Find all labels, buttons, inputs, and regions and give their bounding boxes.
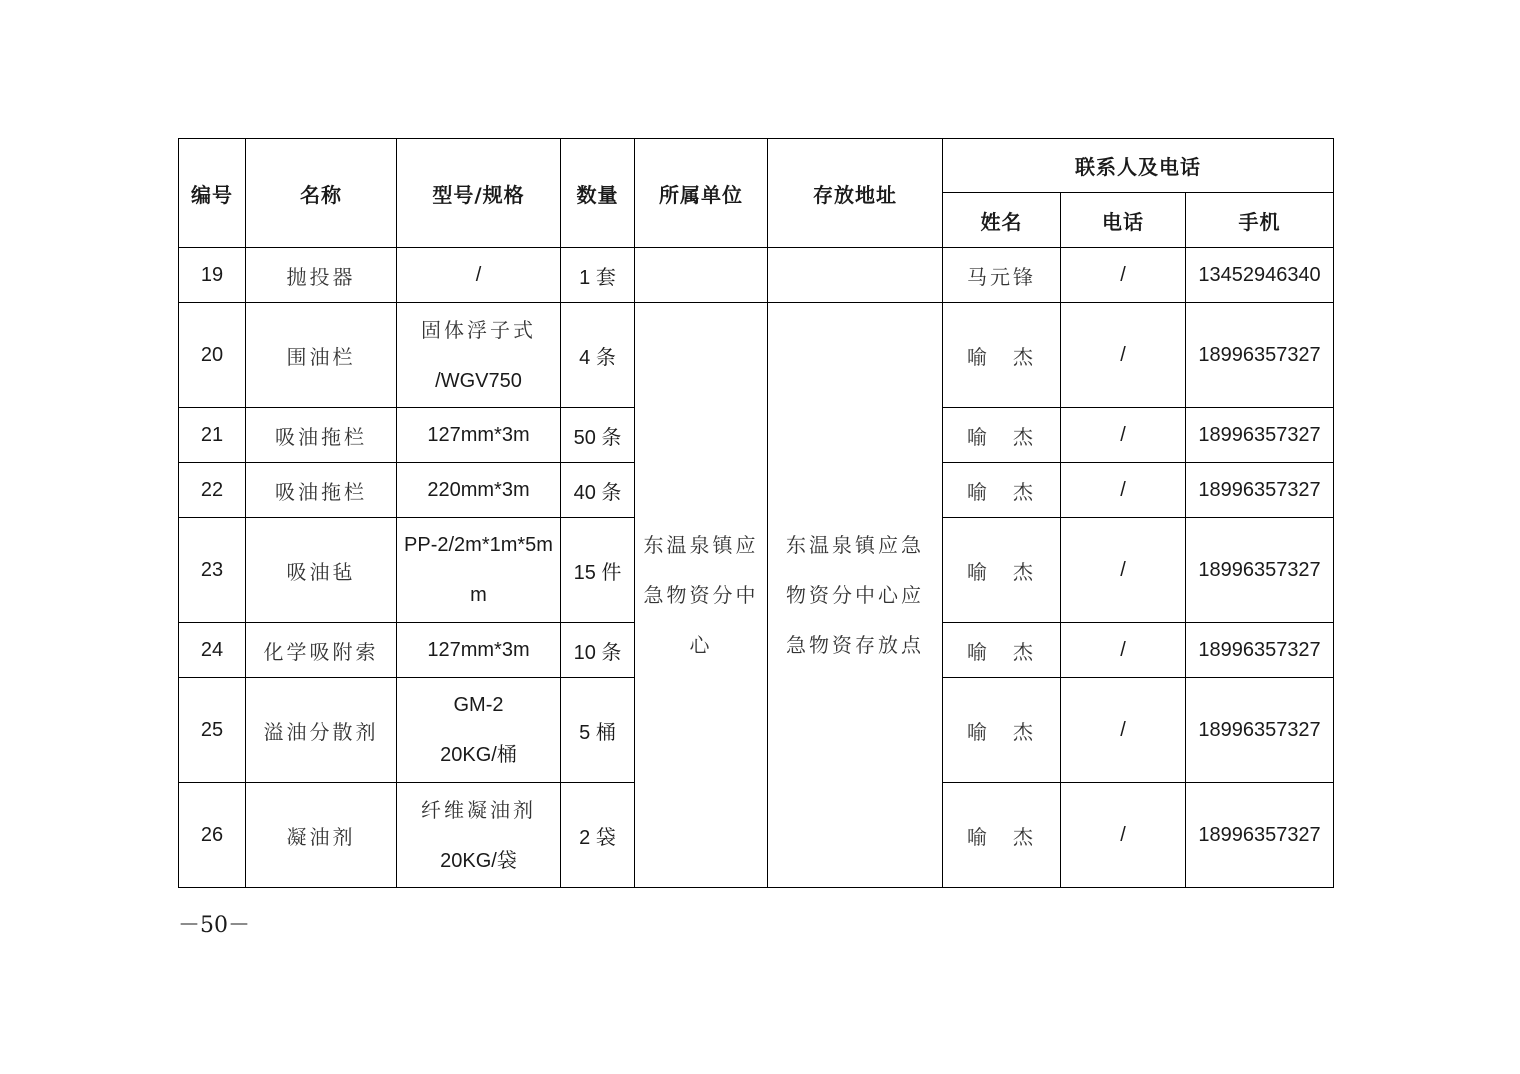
cell-phone: / [1061, 783, 1186, 888]
cell-phone: / [1061, 248, 1186, 303]
cell-mobile: 18996357327 [1186, 783, 1334, 888]
spec-line: GM-2 [453, 694, 504, 716]
cell-id: 24 [179, 623, 246, 678]
cell-mobile: 18996357327 [1186, 623, 1334, 678]
cell-qty: 4 条 [561, 303, 635, 408]
cell-spec [397, 783, 561, 888]
cell-contact: 喻 杰 [943, 623, 1061, 678]
header-contact-group: 联系人及电话 [943, 139, 1334, 193]
cell-phone: / [1061, 678, 1186, 783]
unit-text: 东温泉镇应急物资分中心 [643, 533, 759, 657]
spec-line: 127mm*3m [427, 639, 530, 661]
cell-name: 围油栏 [246, 303, 397, 408]
spec-line: 20KG/桶 [440, 744, 517, 766]
table-row [179, 303, 1334, 408]
cell-name: 凝油剂 [246, 783, 397, 888]
cell-phone: / [1061, 408, 1186, 463]
spec-line: 127mm*3m [427, 424, 530, 446]
cell-location-empty [768, 248, 943, 303]
spec-line: 20KG/袋 [440, 849, 517, 872]
cell-spec [397, 248, 561, 303]
cell-contact: 喻 杰 [943, 303, 1061, 408]
spec-line: /WGV750 [435, 369, 522, 392]
header-location: 存放地址 [768, 139, 943, 248]
cell-name: 溢油分散剂 [246, 678, 397, 783]
cell-contact: 喻 杰 [943, 783, 1061, 888]
cell-contact: 喻 杰 [943, 408, 1061, 463]
cell-spec [397, 623, 561, 678]
equipment-table-container [178, 138, 1334, 888]
cell-name: 抛投器 [246, 248, 397, 303]
cell-name: 吸油毡 [246, 518, 397, 623]
cell-mobile: 18996357327 [1186, 518, 1334, 623]
spec-line: 纤维凝油剂 [421, 797, 536, 822]
header-contact-name: 姓名 [943, 193, 1061, 248]
cell-id: 22 [179, 463, 246, 518]
header-phone: 电话 [1061, 193, 1186, 248]
table-row [179, 248, 1334, 303]
cell-location-merged [768, 303, 943, 888]
cell-id: 23 [179, 518, 246, 623]
cell-contact: 喻 杰 [943, 518, 1061, 623]
cell-phone: / [1061, 518, 1186, 623]
cell-mobile: 18996357327 [1186, 408, 1334, 463]
cell-name: 吸油拖栏 [246, 408, 397, 463]
cell-id: 21 [179, 408, 246, 463]
header-name: 名称 [246, 139, 397, 248]
header-qty: 数量 [561, 139, 635, 248]
spec-line: 220mm*3m [427, 479, 530, 501]
emergency-supplies-table [178, 138, 1334, 888]
spec-line: / [475, 264, 482, 286]
cell-spec [397, 463, 561, 518]
cell-id: 26 [179, 783, 246, 888]
cell-mobile: 18996357327 [1186, 463, 1334, 518]
spec-line: PP-2/2m*1m*5m [404, 534, 553, 556]
cell-name: 吸油拖栏 [246, 463, 397, 518]
spec-line: m [470, 584, 487, 606]
cell-qty: 50 条 [561, 408, 635, 463]
page-number: －50－ [178, 913, 250, 938]
spec-line: 固体浮子式 [421, 317, 536, 342]
cell-contact: 喻 杰 [943, 463, 1061, 518]
cell-id: 20 [179, 303, 246, 408]
cell-spec [397, 678, 561, 783]
cell-id: 25 [179, 678, 246, 783]
cell-contact: 马元锋 [943, 248, 1061, 303]
cell-unit-empty [635, 248, 768, 303]
cell-name: 化学吸附索 [246, 623, 397, 678]
header-mobile: 手机 [1186, 193, 1334, 248]
cell-id: 19 [179, 248, 246, 303]
cell-qty: 2 袋 [561, 783, 635, 888]
cell-spec [397, 518, 561, 623]
cell-qty: 15 件 [561, 518, 635, 623]
cell-unit-merged [635, 303, 768, 888]
location-text: 东温泉镇应急物资分中心应急物资存放点 [786, 533, 924, 657]
cell-mobile: 18996357327 [1186, 303, 1334, 408]
cell-qty: 1 套 [561, 248, 635, 303]
header-spec: 型号/规格 [397, 139, 561, 248]
cell-phone: / [1061, 303, 1186, 408]
cell-qty: 40 条 [561, 463, 635, 518]
cell-contact: 喻 杰 [943, 678, 1061, 783]
cell-qty: 10 条 [561, 623, 635, 678]
header-unit: 所属单位 [635, 139, 768, 248]
cell-qty: 5 桶 [561, 678, 635, 783]
cell-spec [397, 303, 561, 408]
cell-mobile: 13452946340 [1186, 248, 1334, 303]
cell-mobile: 18996357327 [1186, 678, 1334, 783]
header-id: 编号 [179, 139, 246, 248]
cell-phone: / [1061, 463, 1186, 518]
cell-spec [397, 408, 561, 463]
cell-phone: / [1061, 623, 1186, 678]
